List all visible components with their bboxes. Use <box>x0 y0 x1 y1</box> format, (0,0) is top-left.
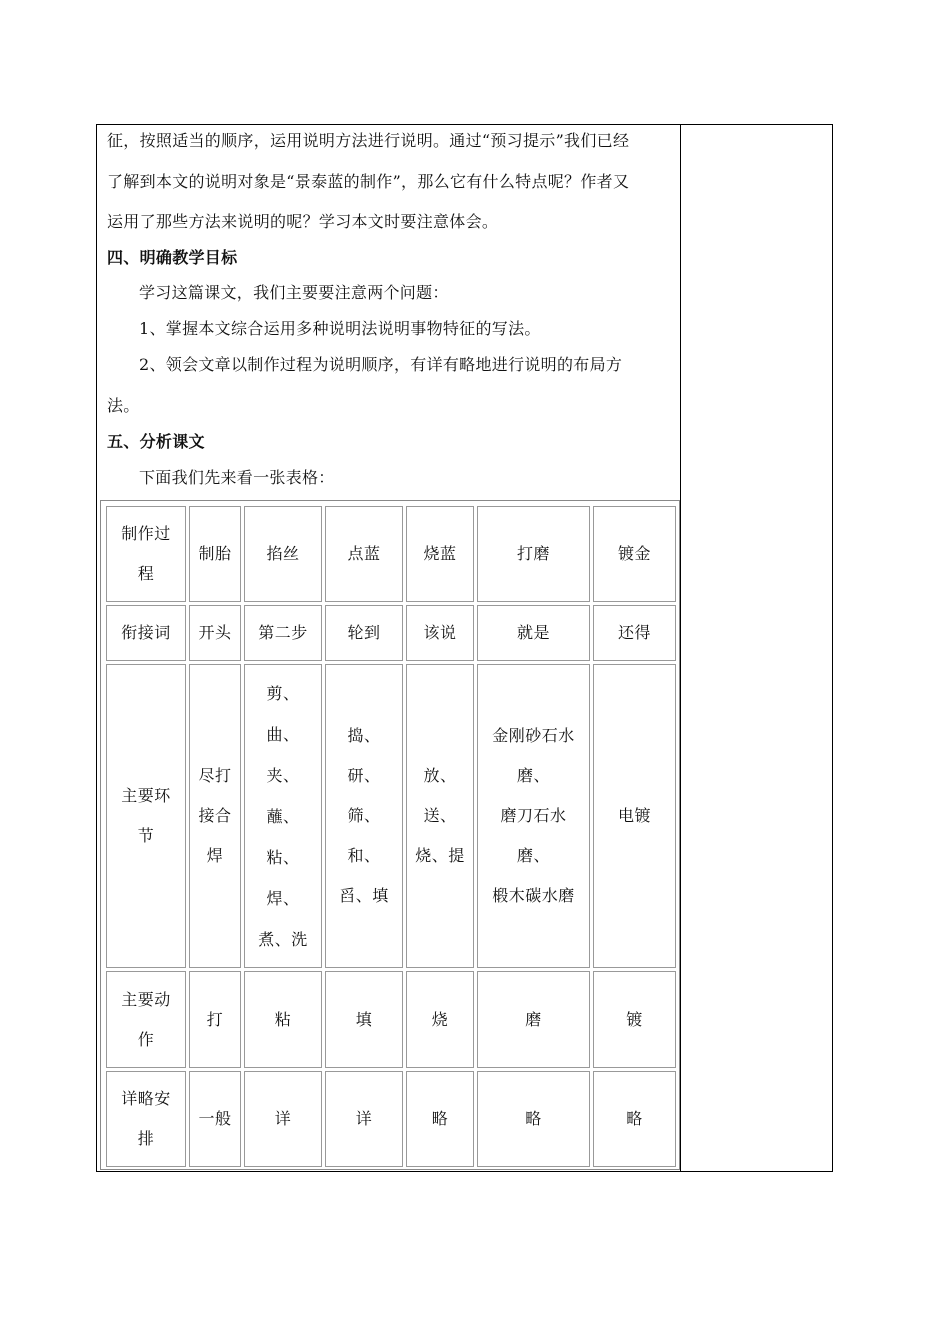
process-table <box>103 503 679 1170</box>
cell-line: 还得 <box>617 623 651 642</box>
table-row <box>106 1071 676 1167</box>
table-row <box>106 605 676 661</box>
cell-line: 略 <box>626 1109 643 1128</box>
cell-line: 略 <box>431 1109 449 1128</box>
table-cell <box>406 1071 474 1167</box>
cell-line: 制胎 <box>198 544 232 563</box>
cell-line: 焊、 <box>266 888 300 908</box>
table-cell <box>189 605 241 661</box>
cell-line: 详 <box>274 1109 292 1128</box>
cell-line: 煮、洗 <box>258 929 308 949</box>
cell-line: 研、 <box>347 766 381 785</box>
cell-line: 磨 <box>525 1009 542 1029</box>
section-heading: 四、明确教学目标 <box>107 248 238 267</box>
table-cell <box>477 605 590 661</box>
cell-line: 主要动 <box>121 989 171 1009</box>
table-cell <box>244 605 322 661</box>
cell-line: 筛、 <box>347 806 381 825</box>
cell-line: 程 <box>137 564 155 583</box>
cell-line: 作 <box>137 1029 155 1049</box>
cell-line: 填 <box>355 1009 373 1029</box>
section-heading: 五、分析课文 <box>107 432 205 451</box>
cell-line: 尽打 <box>198 766 232 785</box>
cell-line: 该说 <box>423 623 457 642</box>
table-row <box>106 971 676 1068</box>
cell-line: 电镀 <box>617 806 651 825</box>
cell-line: 粘、 <box>266 847 300 867</box>
cell-line: 和、 <box>347 846 381 865</box>
table-cell <box>189 971 241 1068</box>
row-header-cell <box>106 971 186 1068</box>
table-cell <box>325 971 403 1068</box>
table-cell <box>244 971 322 1068</box>
table-row <box>106 506 676 602</box>
table-cell <box>593 971 676 1068</box>
page-frame <box>96 124 833 1172</box>
table-cell <box>477 664 590 968</box>
row-header-cell <box>106 605 186 661</box>
cell-line: 掐丝 <box>266 544 300 563</box>
table-cell <box>189 664 241 968</box>
table-cell <box>406 971 474 1068</box>
table-cell <box>244 506 322 602</box>
table-cell <box>244 664 322 968</box>
table-cell <box>406 506 474 602</box>
cell-line: 镀金 <box>617 544 651 563</box>
cell-line: 曲、 <box>266 724 300 744</box>
cell-line: 打磨 <box>516 544 550 563</box>
cell-line: 蘸、 <box>266 806 300 826</box>
paragraph-line: 了解到本文的说明对象是“景泰蓝的制作”，那么它有什么特点呢？作者又 <box>107 172 630 191</box>
cell-line: 接合 <box>198 806 232 825</box>
column-divider <box>680 125 681 1171</box>
table-cell <box>406 605 474 661</box>
cell-line: 轮到 <box>347 623 381 642</box>
cell-line: 第二步 <box>258 623 308 642</box>
cell-line: 略 <box>525 1109 542 1128</box>
cell-line: 放、 <box>423 766 457 785</box>
table-cell <box>325 605 403 661</box>
paragraph-line: 征，按照适当的顺序，运用说明方法进行说明。通过“预习提示”我们已经 <box>107 131 630 150</box>
table-cell <box>325 1071 403 1167</box>
cell-line: 椴木碳水磨 <box>492 886 575 905</box>
process-table-frame <box>100 500 680 1170</box>
cell-line: 烧、提 <box>415 846 465 865</box>
cell-line: 镀 <box>626 1009 643 1029</box>
cell-line: 送、 <box>423 806 457 825</box>
cell-line: 磨、 <box>516 846 550 865</box>
cell-line: 详 <box>355 1109 373 1128</box>
cell-line: 制作过 <box>121 524 171 543</box>
table-cell <box>189 506 241 602</box>
table-cell <box>325 664 403 968</box>
row-header-cell <box>106 664 186 968</box>
cell-line: 磨、 <box>516 766 550 785</box>
cell-line: 主要环 <box>121 786 171 805</box>
cell-line: 捣、 <box>347 726 381 745</box>
table-cell <box>477 1071 590 1167</box>
cell-line: 开头 <box>198 623 232 642</box>
cell-line: 夹、 <box>266 765 300 785</box>
goal-item-continued: 法。 <box>107 396 140 415</box>
paragraph-line: 运用了那些方法来说明的呢？学习本文时要注意体会。 <box>107 212 499 231</box>
cell-line: 衔接词 <box>121 623 171 642</box>
table-row <box>106 664 676 968</box>
goal-item: 2、领会文章以制作过程为说明顺序，有详有略地进行说明的布局方 <box>139 355 623 374</box>
cell-line: 排 <box>137 1129 155 1148</box>
row-header-cell <box>106 1071 186 1167</box>
cell-line: 详略安 <box>121 1089 171 1108</box>
table-cell <box>593 664 676 968</box>
table-cell <box>189 1071 241 1167</box>
table-cell <box>593 605 676 661</box>
cell-line: 就是 <box>516 623 550 642</box>
table-cell <box>325 506 403 602</box>
cell-line: 打 <box>206 1009 224 1029</box>
cell-line: 点蓝 <box>347 544 381 563</box>
goal-item: 1、掌握本文综合运用多种说明法说明事物特征的写法。 <box>139 319 541 338</box>
table-cell <box>593 1071 676 1167</box>
paragraph-line: 下面我们先来看一张表格： <box>139 468 335 487</box>
cell-line: 一般 <box>198 1109 232 1128</box>
cell-line: 磨刀石水 <box>500 806 567 825</box>
paragraph-line: 学习这篇课文，我们主要要注意两个问题： <box>139 283 449 302</box>
cell-line: 舀、填 <box>339 886 389 905</box>
table-cell <box>477 971 590 1068</box>
table-cell <box>593 506 676 602</box>
cell-line: 节 <box>137 826 155 845</box>
table-cell <box>406 664 474 968</box>
table-cell <box>244 1071 322 1167</box>
row-header-cell <box>106 506 186 602</box>
cell-line: 烧蓝 <box>423 544 457 563</box>
cell-line: 金刚砂石水 <box>492 726 575 745</box>
cell-line: 粘 <box>274 1009 292 1029</box>
cell-line: 焊 <box>206 846 224 865</box>
cell-line: 剪、 <box>266 683 300 703</box>
table-cell <box>477 506 590 602</box>
cell-line: 烧 <box>431 1009 449 1029</box>
